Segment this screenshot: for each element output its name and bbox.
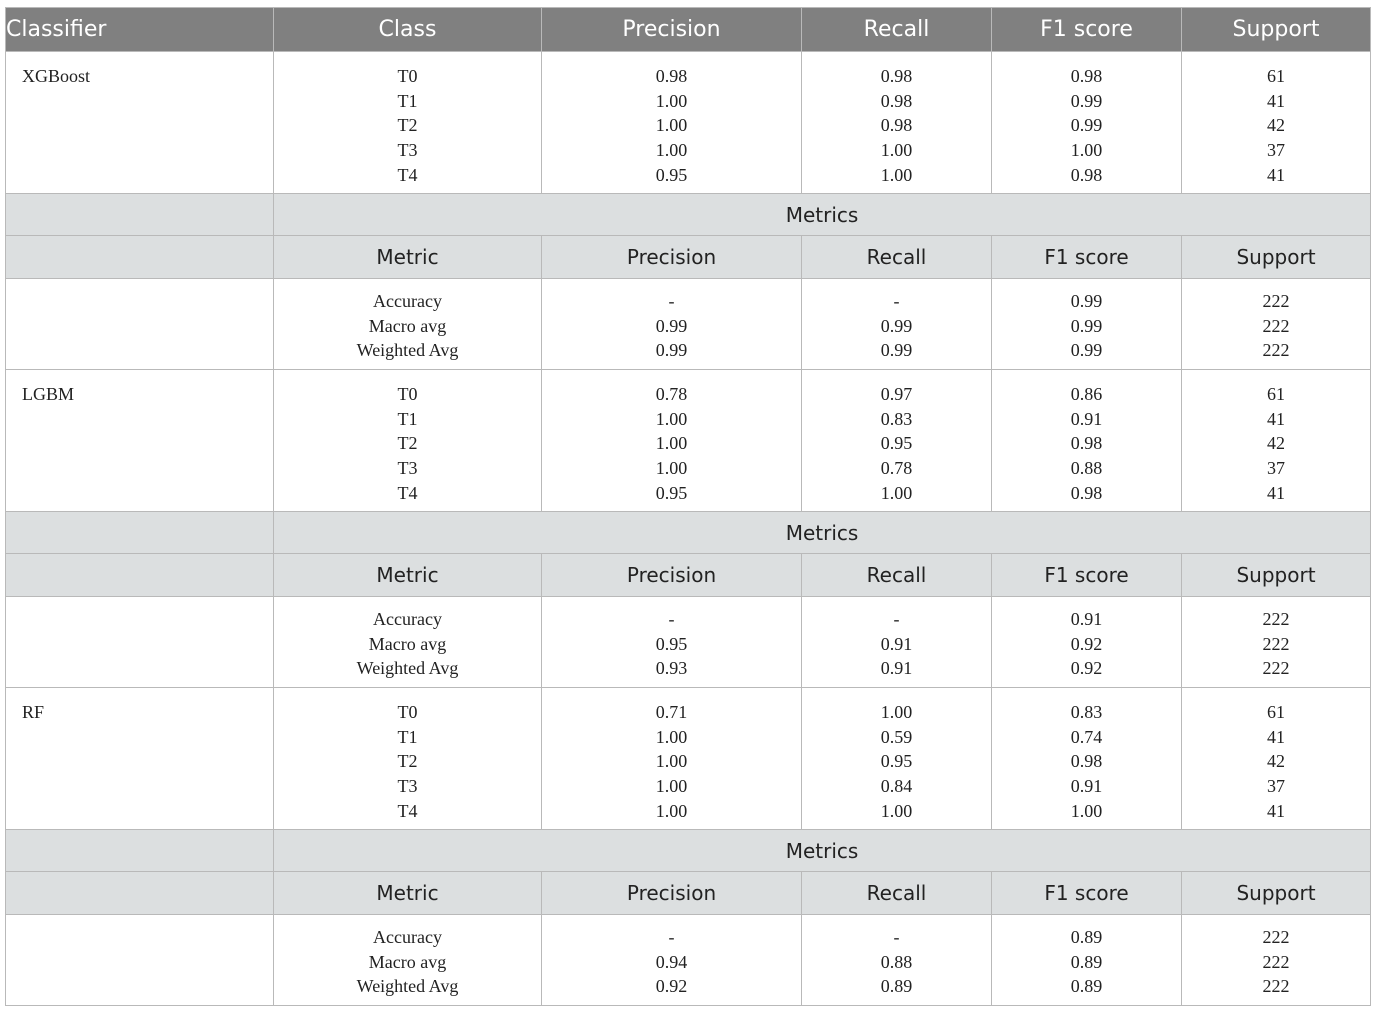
f1-score-stack <box>992 688 1181 823</box>
support-value: 61 <box>1267 384 1285 404</box>
recall-value: 0.95 <box>880 433 913 454</box>
classifier-row <box>6 370 1371 512</box>
metrics-header-cell: Metric <box>274 554 542 597</box>
f1-score-value: 1.00 <box>1070 800 1103 821</box>
f1-score-value: 0.98 <box>1070 433 1103 454</box>
precision-value: 0.78 <box>655 384 688 404</box>
f1-score-value: 0.99 <box>1070 115 1103 136</box>
metric-support-value: 222 <box>1262 633 1290 654</box>
class-value: T3 <box>397 140 418 161</box>
metric-precision-value: 0.99 <box>655 340 688 361</box>
metrics-header-cell: Support <box>1182 236 1371 279</box>
support-cell <box>1182 370 1371 512</box>
metric-support-value: 222 <box>1262 291 1290 311</box>
metric-name-value: Macro avg <box>368 315 447 336</box>
recall-value: 0.98 <box>880 66 913 86</box>
recall-value: 0.97 <box>880 384 913 404</box>
metric-recall-stack <box>802 915 991 999</box>
metric-f1-score-value: 0.89 <box>1070 927 1103 947</box>
f1-score-value: 0.98 <box>1070 66 1103 86</box>
support-value: 41 <box>1267 482 1285 503</box>
f1-score-value: 0.98 <box>1070 164 1103 185</box>
metric-precision-value: 0.99 <box>655 315 688 336</box>
recall-value: 0.98 <box>880 90 913 111</box>
class-value: T2 <box>397 751 418 772</box>
metric-recall-value: - <box>893 927 900 947</box>
support-value: 42 <box>1267 433 1285 454</box>
metrics-header-cell: F1 score <box>992 872 1182 915</box>
precision-cell <box>542 688 802 830</box>
metric-name-value: Weighted Avg <box>356 658 459 679</box>
metrics-header-cell: Precision <box>542 554 802 597</box>
support-value: 37 <box>1267 140 1285 161</box>
f1-score-cell <box>992 370 1182 512</box>
recall-cell <box>802 52 992 194</box>
class-stack <box>274 52 541 187</box>
metric-support-value: 222 <box>1262 951 1290 972</box>
classifier-row <box>6 688 1371 830</box>
table-header-row <box>6 8 1371 52</box>
f1-score-cell <box>992 52 1182 194</box>
precision-value: 1.00 <box>655 800 688 821</box>
class-stack <box>274 370 541 505</box>
metric-f1-score-value: 0.99 <box>1070 340 1103 361</box>
f1-score-cell <box>992 688 1182 830</box>
recall-value: 0.59 <box>880 726 913 747</box>
metric-precision-value: 0.94 <box>655 951 688 972</box>
class-value: T4 <box>397 800 418 821</box>
recall-value: 1.00 <box>880 482 913 503</box>
metric-name-value: Accuracy <box>373 927 442 947</box>
precision-stack <box>542 370 801 505</box>
header-support: Support <box>1182 8 1371 52</box>
metrics-header-row <box>6 236 1371 279</box>
metric-recall-value: - <box>893 291 900 311</box>
f1-score-value: 0.98 <box>1070 751 1103 772</box>
metrics-title: Metrics <box>274 830 1371 872</box>
metrics-header-cell: Metric <box>274 872 542 915</box>
class-value: T1 <box>397 408 418 429</box>
metric-precision-value: 0.93 <box>655 658 688 679</box>
blank-cell <box>6 830 274 872</box>
blank-cell <box>6 236 274 279</box>
f1-score-value: 0.83 <box>1070 702 1103 722</box>
metric-support-cell <box>1182 915 1371 1006</box>
metrics-header-cell: Precision <box>542 872 802 915</box>
results-table <box>5 7 1371 1006</box>
metric-precision-value: - <box>668 927 675 947</box>
precision-cell <box>542 370 802 512</box>
support-cell <box>1182 52 1371 194</box>
metric-f1-score-value: 0.89 <box>1070 951 1103 972</box>
precision-value: 1.00 <box>655 458 688 479</box>
recall-value: 1.00 <box>880 164 913 185</box>
metric-f1-score-cell <box>992 915 1182 1006</box>
class-value: T3 <box>397 458 418 479</box>
metric-recall-value: 0.99 <box>880 315 913 336</box>
metric-recall-value: 0.88 <box>880 951 913 972</box>
metrics-header-cell: F1 score <box>992 236 1182 279</box>
blank-cell <box>6 194 274 236</box>
class-value: T0 <box>397 66 418 86</box>
support-value: 42 <box>1267 115 1285 136</box>
metric-name-stack <box>274 597 541 681</box>
metric-precision-cell <box>542 915 802 1006</box>
metrics-title-row <box>6 194 1371 236</box>
blank-cell <box>6 872 274 915</box>
metrics-header-cell: Recall <box>802 554 992 597</box>
metric-f1-score-value: 0.92 <box>1070 658 1103 679</box>
class-value: T4 <box>397 164 418 185</box>
f1-score-value: 0.86 <box>1070 384 1103 404</box>
metrics-header-row <box>6 554 1371 597</box>
metric-recall-cell <box>802 915 992 1006</box>
recall-value: 1.00 <box>880 800 913 821</box>
metrics-values-row <box>6 279 1371 370</box>
class-value: T1 <box>397 90 418 111</box>
metrics-title: Metrics <box>274 512 1371 554</box>
precision-value: 1.00 <box>655 408 688 429</box>
metric-support-value: 222 <box>1262 976 1290 997</box>
metric-name-value: Accuracy <box>373 291 442 311</box>
recall-cell <box>802 370 992 512</box>
metric-name-cell <box>274 279 542 370</box>
metrics-title-row <box>6 512 1371 554</box>
recall-stack <box>802 370 991 505</box>
blank-cell <box>6 512 274 554</box>
support-value: 41 <box>1267 800 1285 821</box>
metric-name-value: Macro avg <box>368 633 447 654</box>
precision-value: 1.00 <box>655 751 688 772</box>
recall-value: 0.83 <box>880 408 913 429</box>
header-recall: Recall <box>802 8 992 52</box>
metric-recall-value: 0.89 <box>880 976 913 997</box>
metrics-values-row <box>6 915 1371 1006</box>
support-stack <box>1182 370 1370 505</box>
class-value: T4 <box>397 482 418 503</box>
metric-precision-value: 0.92 <box>655 976 688 997</box>
precision-value: 1.00 <box>655 140 688 161</box>
metrics-title-row <box>6 830 1371 872</box>
class-cell <box>274 688 542 830</box>
metrics-header-cell: Precision <box>542 236 802 279</box>
blank-cell <box>6 554 274 597</box>
metric-precision-cell <box>542 279 802 370</box>
f1-score-value: 0.74 <box>1070 726 1103 747</box>
metric-name-value: Weighted Avg <box>356 340 459 361</box>
metric-recall-value: 0.99 <box>880 340 913 361</box>
metric-name-value: Macro avg <box>368 951 447 972</box>
metric-support-stack <box>1182 597 1370 681</box>
blank-cell <box>6 279 274 370</box>
metric-precision-cell <box>542 597 802 688</box>
recall-value: 0.95 <box>880 751 913 772</box>
f1-score-value: 0.99 <box>1070 90 1103 111</box>
metric-precision-value: 0.95 <box>655 633 688 654</box>
class-value: T3 <box>397 776 418 797</box>
classifier-name: LGBM <box>22 384 75 404</box>
metric-f1-score-value: 0.92 <box>1070 633 1103 654</box>
metric-support-cell <box>1182 279 1371 370</box>
metric-f1-score-value: 0.91 <box>1070 609 1103 629</box>
precision-value: 1.00 <box>655 776 688 797</box>
support-value: 41 <box>1267 90 1285 111</box>
metric-recall-value: 0.91 <box>880 633 913 654</box>
precision-value: 0.95 <box>655 164 688 185</box>
support-stack <box>1182 52 1370 187</box>
support-value: 41 <box>1267 408 1285 429</box>
metric-name-stack <box>274 915 541 999</box>
f1-score-value: 0.91 <box>1070 408 1103 429</box>
classifier-cell <box>6 52 274 194</box>
class-value: T2 <box>397 433 418 454</box>
precision-value: 0.98 <box>655 66 688 86</box>
metric-support-value: 222 <box>1262 609 1290 629</box>
metric-f1-score-stack <box>992 279 1181 363</box>
metric-name-value: Weighted Avg <box>356 976 459 997</box>
metric-recall-value: 0.91 <box>880 658 913 679</box>
metric-name-cell <box>274 597 542 688</box>
metrics-header-cell: Metric <box>274 236 542 279</box>
metric-f1-score-stack <box>992 597 1181 681</box>
metric-precision-value: - <box>668 609 675 629</box>
f1-score-value: 0.91 <box>1070 776 1103 797</box>
header-precision: Precision <box>542 8 802 52</box>
metric-support-value: 222 <box>1262 927 1290 947</box>
support-value: 61 <box>1267 66 1285 86</box>
recall-stack <box>802 52 991 187</box>
classifier-name: XGBoost <box>22 66 91 86</box>
metric-precision-stack <box>542 915 801 999</box>
precision-value: 0.71 <box>655 702 688 722</box>
recall-value: 0.84 <box>880 776 913 797</box>
blank-cell <box>6 597 274 688</box>
precision-value: 1.00 <box>655 115 688 136</box>
metrics-header-cell: Recall <box>802 236 992 279</box>
precision-value: 0.95 <box>655 482 688 503</box>
metric-support-value: 222 <box>1262 340 1290 361</box>
precision-value: 1.00 <box>655 726 688 747</box>
f1-score-stack <box>992 52 1181 187</box>
metric-f1-score-value: 0.99 <box>1070 291 1103 311</box>
metric-f1-score-stack <box>992 915 1181 999</box>
recall-value: 1.00 <box>880 140 913 161</box>
support-value: 37 <box>1267 776 1285 797</box>
metrics-header-cell: Support <box>1182 554 1371 597</box>
precision-stack <box>542 688 801 823</box>
support-value: 42 <box>1267 751 1285 772</box>
metric-f1-score-value: 0.99 <box>1070 315 1103 336</box>
f1-score-value: 0.98 <box>1070 482 1103 503</box>
precision-value: 1.00 <box>655 433 688 454</box>
header-classifier: Classifier <box>6 8 274 52</box>
class-value: T0 <box>397 702 418 722</box>
support-value: 61 <box>1267 702 1285 722</box>
class-value: T1 <box>397 726 418 747</box>
classifier-name: RF <box>22 702 45 722</box>
metric-support-value: 222 <box>1262 315 1290 336</box>
metrics-header-row <box>6 872 1371 915</box>
metrics-header-cell: Support <box>1182 872 1371 915</box>
metric-precision-value: - <box>668 291 675 311</box>
class-value: T2 <box>397 115 418 136</box>
metric-recall-cell <box>802 279 992 370</box>
header-f1-score: F1 score <box>992 8 1182 52</box>
metrics-title: Metrics <box>274 194 1371 236</box>
precision-cell <box>542 52 802 194</box>
metric-support-stack <box>1182 279 1370 363</box>
metrics-header-cell: F1 score <box>992 554 1182 597</box>
metric-name-cell <box>274 915 542 1006</box>
metric-recall-cell <box>802 597 992 688</box>
metric-f1-score-value: 0.89 <box>1070 976 1103 997</box>
header-class: Class <box>274 8 542 52</box>
metric-recall-stack <box>802 279 991 363</box>
recall-cell <box>802 688 992 830</box>
metric-f1-score-cell <box>992 279 1182 370</box>
classifier-row <box>6 52 1371 194</box>
class-stack <box>274 688 541 823</box>
recall-value: 0.98 <box>880 115 913 136</box>
metric-precision-stack <box>542 279 801 363</box>
metric-recall-stack <box>802 597 991 681</box>
class-cell <box>274 370 542 512</box>
metric-support-stack <box>1182 915 1370 999</box>
f1-score-stack <box>992 370 1181 505</box>
support-stack <box>1182 688 1370 823</box>
precision-value: 1.00 <box>655 90 688 111</box>
precision-stack <box>542 52 801 187</box>
metric-precision-stack <box>542 597 801 681</box>
recall-stack <box>802 688 991 823</box>
metric-name-value: Accuracy <box>373 609 442 629</box>
blank-cell <box>6 915 274 1006</box>
recall-value: 0.78 <box>880 458 913 479</box>
support-value: 37 <box>1267 458 1285 479</box>
support-value: 41 <box>1267 164 1285 185</box>
metric-support-cell <box>1182 597 1371 688</box>
class-cell <box>274 52 542 194</box>
recall-value: 1.00 <box>880 702 913 722</box>
metric-name-stack <box>274 279 541 363</box>
support-cell <box>1182 688 1371 830</box>
metrics-header-cell: Recall <box>802 872 992 915</box>
f1-score-value: 1.00 <box>1070 140 1103 161</box>
classifier-cell <box>6 370 274 512</box>
f1-score-value: 0.88 <box>1070 458 1103 479</box>
class-value: T0 <box>397 384 418 404</box>
metric-f1-score-cell <box>992 597 1182 688</box>
classifier-cell <box>6 688 274 830</box>
support-value: 41 <box>1267 726 1285 747</box>
metrics-values-row <box>6 597 1371 688</box>
metric-recall-value: - <box>893 609 900 629</box>
metric-support-value: 222 <box>1262 658 1290 679</box>
